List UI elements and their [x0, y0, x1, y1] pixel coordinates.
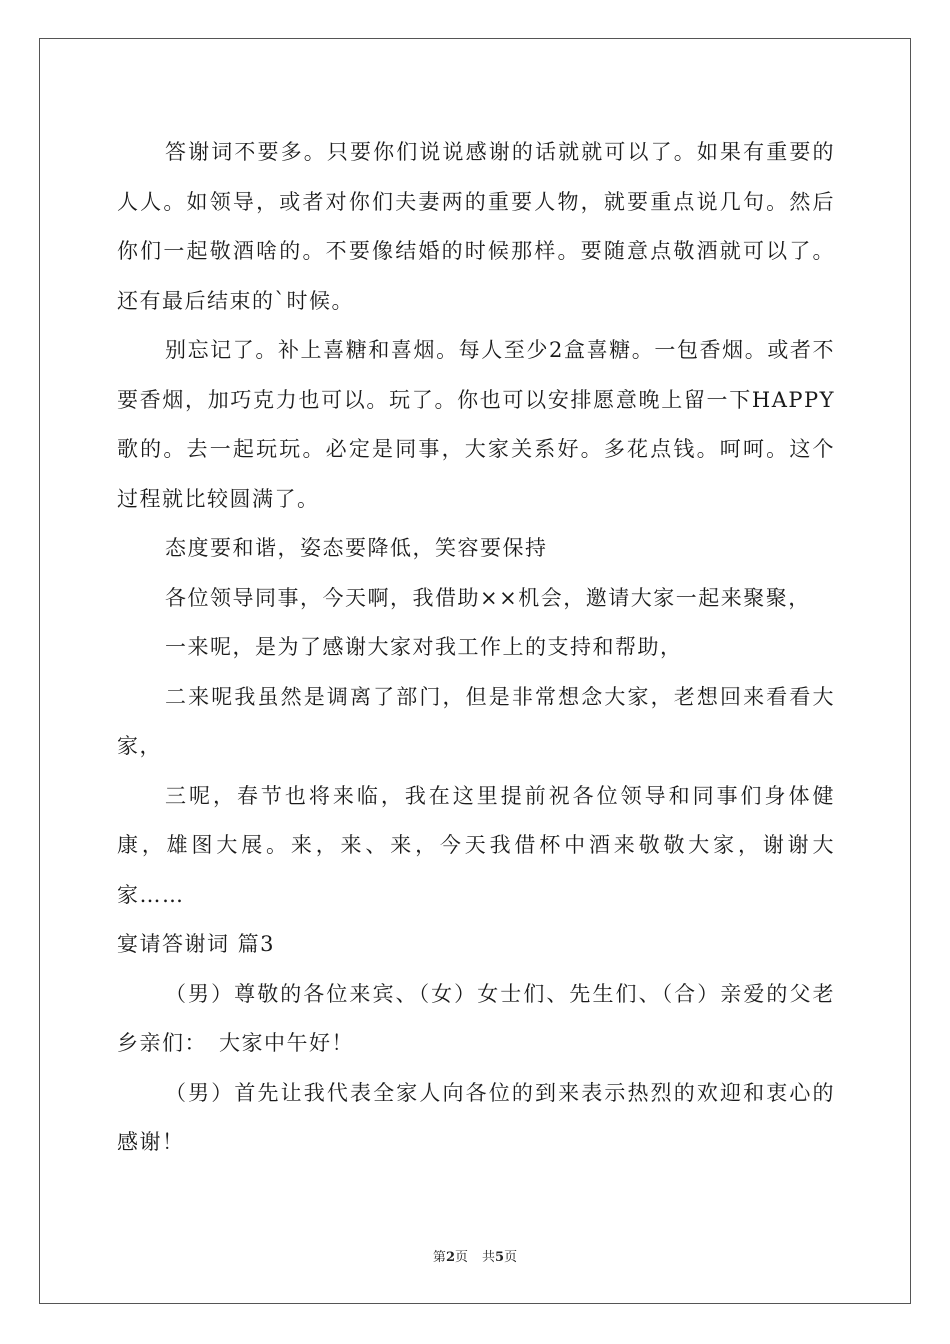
- paragraph: 二来呢我虽然是调离了部门，但是非常想念大家，老想回来看看大家，: [117, 684, 835, 758]
- page-footer: [0, 1246, 950, 1265]
- paragraph: 别忘记了。补上喜糖和喜烟。每人至少2盒喜糖。一包香烟。或者不要香烟，加巧克力也可以。玩了。你也可以安排愿意晚上留一下HAPPY歌的。去一起玩玩。必定是同事，大家关系好。多花点钱。呵呵。这个过程就比较圆满了。: [117, 338, 835, 511]
- document-body: [117, 128, 835, 1168]
- page-prefix: 第: [432, 1250, 446, 1265]
- total-pages: 5: [495, 1250, 505, 1265]
- total-prefix: 共: [482, 1250, 496, 1265]
- paragraph: 三呢，春节也将来临，我在这里提前祝各位领导和同事们身体健康，雄图大展。来，来、来，今天我借杯中酒来敬敬大家，谢谢大家……: [117, 783, 835, 907]
- page-number: 2: [445, 1250, 455, 1265]
- paragraph: 态度要和谐，姿态要降低，笑容要保持: [165, 536, 548, 560]
- paragraph: 答谢词不要多。只要你们说说感谢的话就就可以了。如果有重要的人人。如领导，或者对你们夫妻两的重要人物，就要重点说几句。然后你们一起敬酒啥的。不要像结婚的时候那样。要随意点敬酒就可以了。还有最后结束的`时候。: [117, 140, 835, 313]
- paragraph: （男）首先让我代表全家人向各位的到来表示热烈的欢迎和衷心的感谢！: [117, 1080, 835, 1154]
- paragraph: （男）尊敬的各位来宾、（女）女士们、先生们、（合）亲爱的父老乡亲们： 大家中午好！: [117, 981, 835, 1055]
- section-title: 宴请答谢词 篇3: [117, 932, 276, 956]
- paragraph: 各位领导同事，今天啊，我借助××机会，邀请大家一起来聚聚，: [165, 585, 811, 610]
- total-suffix: 页: [504, 1250, 518, 1265]
- paragraph: 一来呢，是为了感谢大家对我工作上的支持和帮助，: [165, 635, 683, 659]
- page-suffix: 页: [454, 1250, 468, 1265]
